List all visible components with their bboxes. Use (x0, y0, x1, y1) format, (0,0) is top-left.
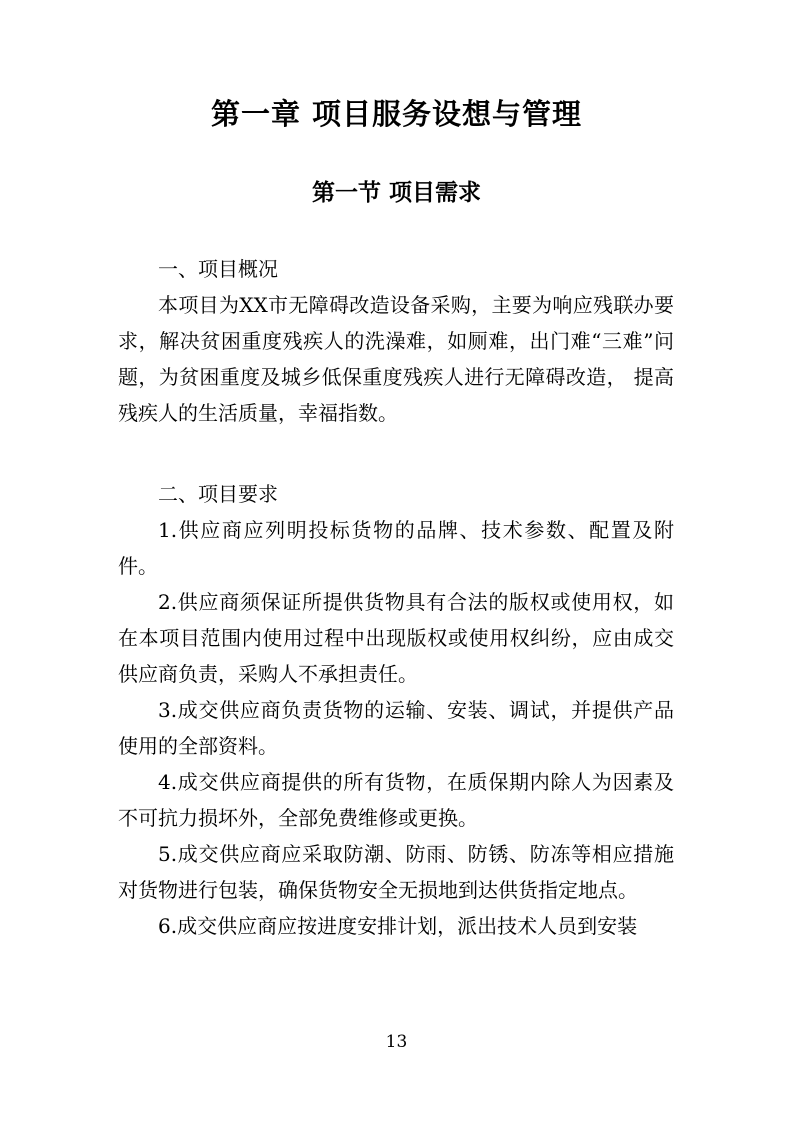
requirement-item-1: 1.供应商应列明投标货物的品牌、技术参数、配置及附件。 (118, 518, 674, 578)
section-title: 第一节 项目需求 (311, 180, 481, 206)
overview-paragraph: 本项目为XX市无障碍改造设备采购，主要为响应残联办要求，解决贫困重度残疾人的洗澡难，如厕难，出门难“三难”问题，为贫困重度及城乡低保重度残疾人进行无障碍改造， 提高残疾人的生活质量，幸福指数。 (118, 293, 674, 425)
project-overview-section (118, 251, 674, 431)
requirement-item-2: 2.供应商须保证所提供货物具有合法的版权或使用权，如在本项目范围内使用过程中出现版权或使用权纠纷，应由成交供应商负责，采购人不承担责任。 (118, 590, 674, 686)
overview-heading: 一、项目概况 (158, 257, 278, 281)
requirement-item-5: 5.成交供应商应采取防潮、防雨、防锈、防冻等相应措施对货物进行包装，确保货物安全无损地到达供货指定地点。 (118, 842, 674, 902)
requirement-item-3: 3.成交供应商负责货物的运输、安装、调试，并提供产品使用的全部资料。 (118, 698, 674, 758)
chapter-title: 第一章 项目服务设想与管理 (210, 97, 583, 131)
requirement-item-4: 4.成交供应商提供的所有货物，在质保期内除人为因素及不可抗力损坏外，全部免费维修或更换。 (118, 770, 674, 830)
requirement-item-6: 6.成交供应商应按进度安排计划，派出技术人员到安装 (158, 914, 638, 938)
page-number: 13 (385, 1032, 408, 1052)
project-requirements-section (118, 476, 674, 944)
requirements-heading: 二、项目要求 (158, 482, 278, 506)
